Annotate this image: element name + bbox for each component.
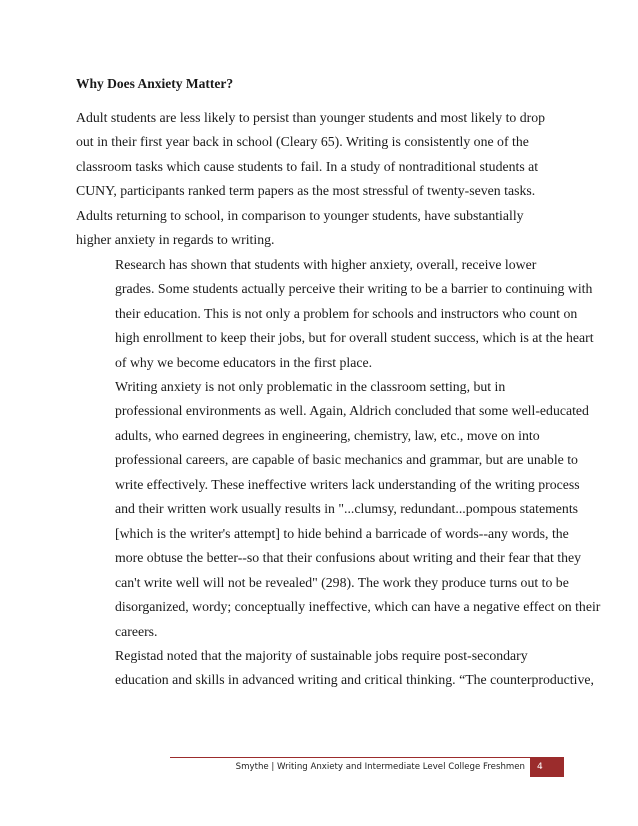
text-line: higher anxiety in regards to writing. <box>76 232 275 248</box>
paragraph <box>76 106 568 253</box>
text-line: CUNY, participants ranked term papers as the most stressful of twenty-seven tasks. <box>76 183 536 199</box>
text-line: professional environments as well. Again, Aldrich concluded that some well-educated <box>115 403 589 419</box>
text-line: disorganized, wordy; conceptually ineffective, which can have a negative effect on their <box>115 599 601 615</box>
footer-running-title: Smythe | Writing Anxiety and Intermediate Level College Freshmen <box>235 762 525 772</box>
text-line: write effectively. These ineffective writers lack understanding of the writing process <box>115 476 580 492</box>
footer-divider <box>170 757 564 758</box>
page-number-badge: 4 <box>530 757 564 777</box>
text-line: Adults returning to school, in comparison to younger students, have substantially <box>76 207 524 223</box>
text-line: Registad noted that the majority of sustainable jobs require post-secondary <box>115 647 528 663</box>
text-line: classroom tasks which cause students to fail. In a study of nontraditional students at <box>76 158 539 174</box>
text-line: their education. This is not only a problem for schools and instructors who count on <box>115 305 578 321</box>
text-line: and their written work usually results in "...clumsy, redundant...pompous statements <box>115 501 579 517</box>
text-line: [which is the writer's attempt] to hide behind a barricade of words--any words, the <box>115 525 569 541</box>
section-heading: Why Does Anxiety Matter? <box>76 76 234 91</box>
text-line: Writing anxiety is not only problematic in the classroom setting, but in <box>115 378 506 394</box>
paragraph <box>76 375 601 644</box>
text-line: of why we become educators in the first place. <box>115 354 373 370</box>
text-line: high enrollment to keep their jobs, but for overall student success, which is at the heart <box>115 330 594 346</box>
text-line: Adult students are less likely to persist than younger students and most likely to drop <box>76 110 546 125</box>
body-text <box>76 106 601 693</box>
text-line: out in their first year back in school (Cleary 65). Writing is consistently one of the <box>76 134 529 150</box>
text-line: careers. <box>115 623 158 639</box>
text-line: Research has shown that students with higher anxiety, overall, receive lower <box>115 256 537 272</box>
text-line: more obtuse the better--so that their confusions about writing and their fear that they <box>115 550 581 566</box>
text-line: education and skills in advanced writing and critical thinking. “The counterproductive, <box>115 672 594 688</box>
text-line: professional careers, are capable of basic mechanics and grammar, but are unable to <box>115 452 578 468</box>
text-line: grades. Some students actually perceive their writing to be a barrier to continuing with <box>115 281 593 297</box>
text-line: can't write well will not be revealed" (298). The work they produce turns out to be <box>115 574 569 590</box>
text-line: adults, who earned degrees in engineering, chemistry, law, etc., move on into <box>115 427 540 443</box>
paragraph <box>76 253 594 375</box>
paragraph <box>76 644 594 693</box>
